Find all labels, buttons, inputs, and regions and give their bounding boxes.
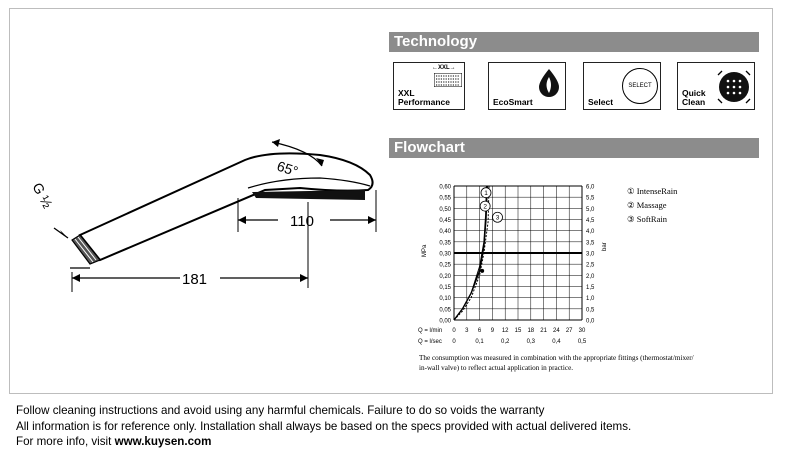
y2-tick-label: 1,5 [586, 285, 595, 291]
tile-select [583, 62, 661, 110]
y2-tick-label: 2,5 [586, 262, 595, 269]
y2-tick-label: 4,0 [586, 229, 595, 236]
x-axis2-tick: 0,3 [526, 339, 535, 345]
tile-ecosmart [488, 62, 566, 110]
dim-thread-label: G ½ [29, 179, 56, 211]
y2-tick-label: 1,0 [586, 296, 595, 303]
legend-intenserain: ① IntenseRain [627, 186, 678, 196]
y-tick-label: 0,10 [439, 296, 451, 303]
y2-tick-label: 4,5 [586, 218, 595, 224]
tile-quick-line2: Clean [682, 97, 706, 107]
x-axis2-tick: 0,1 [475, 339, 484, 345]
select-button-icon [622, 68, 658, 104]
y2-tick-label: 0,0 [586, 318, 595, 325]
quickclean-nozzle-icon [716, 69, 752, 105]
dim-head-label: 110 [290, 213, 314, 230]
tile-xxl-line2: Performance [398, 97, 450, 107]
x-axis1-tick: 6 [477, 328, 482, 334]
x-axis1-tick: 0 [452, 328, 456, 334]
select-badge: SELECT [628, 83, 652, 89]
tile-xxl-line1: XXL [398, 88, 415, 98]
footer-line1: Follow cleaning instructions and avoid using any harmful chemicals. Failure to do so voids the warranty [16, 404, 545, 417]
x-axis1-tick: 12 [501, 328, 509, 334]
series-marker-label: 1 [484, 190, 488, 197]
y2-tick-label: 6,0 [586, 184, 595, 191]
series-marker-label: 3 [495, 214, 500, 222]
y-tick-label: 0,35 [439, 240, 451, 247]
y-tick-label: 0,50 [439, 206, 451, 213]
y-axis-label: MPa [422, 244, 428, 257]
y2-tick-label: 2,0 [586, 273, 595, 280]
y2-axis-label: bar [602, 242, 608, 251]
flowchart-legend [627, 184, 677, 226]
y-tick-label: 0,15 [439, 285, 451, 291]
tile-xxl-performance [393, 62, 465, 110]
y2-tick-label: 3,0 [586, 251, 595, 258]
y-tick-label: 0,45 [439, 218, 451, 224]
x-axis1-label: Q = l/min [418, 328, 443, 334]
water-drop-leaf-icon [535, 67, 563, 97]
tile-quick-line1: Quick [682, 88, 706, 98]
technology-title: Technology [389, 32, 759, 52]
note-line2: in-wall valve) to reflect actual application in practice. [419, 364, 574, 372]
flowchart-title: Flowchart [389, 138, 759, 158]
dim-length-label: 181 [182, 271, 208, 288]
y2-tick-label: 0,5 [586, 307, 595, 314]
spray-plate-icon [434, 73, 462, 87]
x-axis2-tick: 0,2 [501, 339, 510, 345]
x-axis1-tick: 30 [578, 328, 586, 334]
flowchart-note [419, 353, 694, 373]
legend-softrain: ③ SoftRain [627, 214, 667, 224]
hand-shower-drawing [20, 120, 390, 300]
x-axis1-tick: 3 [465, 328, 469, 334]
y-tick-label: 0,05 [439, 307, 451, 314]
tile-quickclean [677, 62, 755, 110]
x-axis2-tick: 0,5 [577, 339, 587, 345]
y-tick-label: 0,20 [439, 273, 451, 280]
legend-massage: ② Massage [627, 200, 667, 210]
tile-select-label: Select [588, 97, 614, 107]
x-axis1-tick: 24 [553, 328, 560, 334]
footer-notes [16, 403, 631, 450]
flowchart-graph [414, 180, 624, 352]
y-tick-label: 0,30 [439, 251, 451, 258]
website-link[interactable]: www.kuysen.com [114, 435, 212, 448]
x-axis2-tick: 0,4 [552, 339, 561, 345]
tile-ecosmart-label: EcoSmart [493, 97, 533, 107]
y2-tick-label: 3,5 [586, 240, 595, 247]
xxl-badge: ←XXL→ [432, 65, 456, 71]
y-tick-label: 0,00 [439, 318, 451, 325]
operating-point [480, 269, 484, 273]
x-axis1-tick: 27 [565, 328, 573, 334]
y-tick-label: 0,55 [439, 195, 451, 202]
x-axis1-tick: 15 [514, 328, 522, 334]
x-axis2-tick: 0 [452, 339, 456, 345]
x-axis2-label: Q = l/sec [418, 339, 442, 345]
footer-line2: All information is for reference only. Installation shall always be based on the specs provided with actual delivered items. [16, 419, 632, 433]
x-axis1-tick: 9 [490, 328, 495, 334]
footer-line3 [16, 434, 631, 450]
series-marker-label: 2 [483, 203, 487, 211]
note-line1: The consumption was measured in combination with the appropriate fittings (thermostat/mixer/ [419, 354, 694, 362]
y-tick-label: 0,40 [439, 229, 451, 236]
y2-tick-label: 5,5 [586, 195, 595, 202]
y2-tick-label: 5,0 [586, 206, 595, 213]
x-axis1-tick: 18 [527, 328, 535, 334]
footer-line3-prefix: For more info, visit [16, 435, 115, 448]
x-axis1-tick: 21 [540, 328, 547, 334]
y-tick-label: 0,25 [439, 262, 451, 269]
dim-angle-label: 65° [275, 157, 301, 180]
y-tick-label: 0,60 [439, 184, 451, 191]
